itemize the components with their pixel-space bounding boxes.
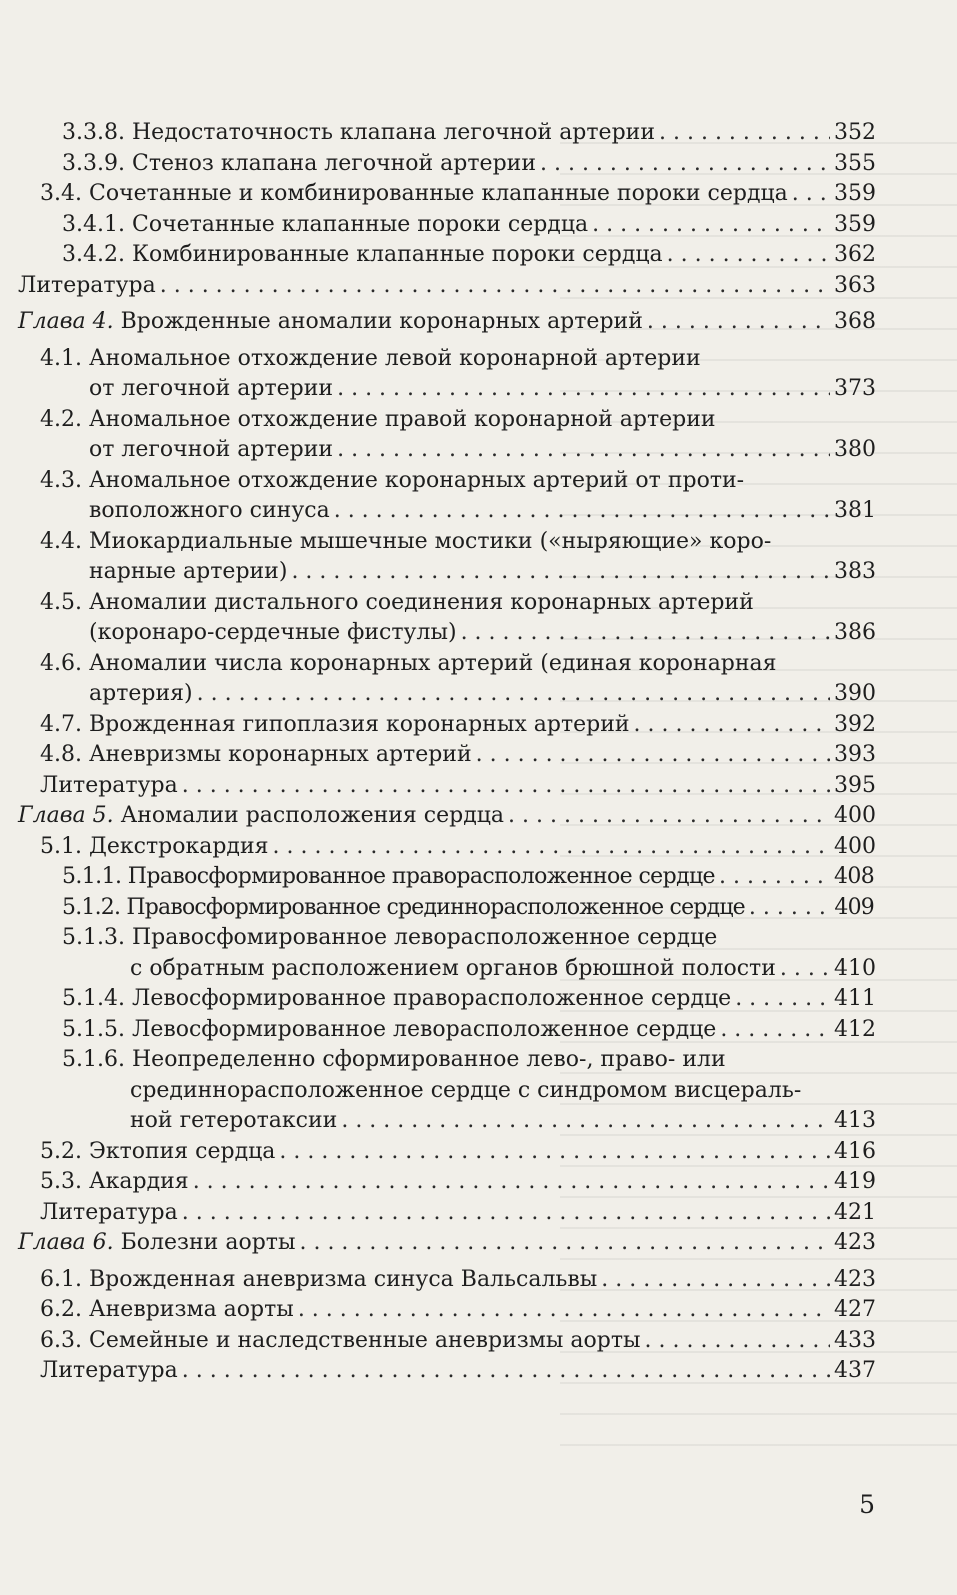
page-number: 423 xyxy=(834,1230,876,1255)
toc-entry[interactable] xyxy=(18,1045,874,1137)
entry-number: 4.1. xyxy=(40,345,82,371)
toc-entry[interactable] xyxy=(18,923,874,984)
entry-title-continued: (коронаро-сердечные фистулы) xyxy=(89,620,457,645)
entry-title: Литература xyxy=(40,772,178,798)
toc-entry[interactable] xyxy=(18,1295,874,1326)
page-number: 355 xyxy=(834,150,876,176)
page-number: 362 xyxy=(834,242,876,267)
entry-title: Аномальное отхождение коронарных артерий от проти- xyxy=(88,467,745,493)
entry-title-continued: артерия) xyxy=(89,681,193,706)
entry-number: 4.3. xyxy=(40,467,82,493)
entry-number: 5.1.5. xyxy=(62,1016,125,1042)
entry-title: Правосфомированное леворасположенное сердце xyxy=(131,925,718,950)
entry-title: Миокардиальные мышечные мостики («ныряющие» коро- xyxy=(88,528,772,554)
page-number: 359 xyxy=(834,181,876,206)
entry-number: 5.1.4. xyxy=(62,986,125,1011)
entry-number: 6.1. xyxy=(40,1266,82,1292)
toc-entry[interactable] xyxy=(18,1137,874,1168)
entry-title: Врожденная аневризма синуса Вальсальвы xyxy=(88,1266,598,1292)
page-number: 359 xyxy=(834,211,876,237)
toc-entry[interactable] xyxy=(18,1167,874,1198)
entry-title: Правосформированное срединнорасположенное сердце xyxy=(126,894,745,920)
chapter-label: Глава 4. xyxy=(18,309,114,334)
toc-entry[interactable] xyxy=(18,210,874,241)
page-number: 410 xyxy=(834,955,876,981)
entry-title: Болезни аорты xyxy=(120,1230,296,1255)
page-number: 419 xyxy=(834,1169,876,1194)
page-folio: 5 xyxy=(859,1490,875,1519)
toc-entry[interactable] xyxy=(18,1265,874,1296)
page-number: 427 xyxy=(834,1297,876,1322)
entry-number: 6.3. xyxy=(40,1327,82,1353)
entry-number: 6.2. xyxy=(40,1297,82,1322)
entry-title: Аневризма аорты xyxy=(88,1297,294,1322)
entry-title: Аномалии дистального соединения коронарных артерий xyxy=(88,589,754,615)
entry-title: Сочетанные и комбинированные клапанные пороки сердца xyxy=(88,181,788,206)
page-number: 352 xyxy=(834,120,876,145)
toc-entry[interactable] xyxy=(18,344,874,405)
entry-title-continued: от легочной артерии xyxy=(89,437,334,462)
entry-number: 4.6. xyxy=(40,650,82,676)
toc-entry[interactable] xyxy=(18,588,874,649)
page-number: 395 xyxy=(834,772,876,798)
toc-entry[interactable] xyxy=(18,832,874,863)
entry-title-continued: с обратным расположением органов брюшной полости xyxy=(130,955,776,981)
page-number: 412 xyxy=(834,1016,876,1042)
toc-entry-references[interactable] xyxy=(18,1356,874,1387)
entry-title: Аномальное отхождение правой коронарной артерии xyxy=(88,406,716,432)
entry-title: Неопределенно сформированное лево-, право- или xyxy=(131,1047,726,1072)
page-number: 411 xyxy=(834,986,876,1011)
entry-title: Литература xyxy=(18,272,156,298)
entry-number: 5.1.3. xyxy=(62,925,125,950)
entry-number: 3.4.1. xyxy=(62,211,125,237)
toc-entry[interactable] xyxy=(18,1326,874,1357)
entry-title: Декстрокардия xyxy=(88,833,269,859)
page-number: 409 xyxy=(834,894,874,920)
toc-entry[interactable] xyxy=(18,1015,874,1046)
toc-entry[interactable] xyxy=(18,240,874,271)
entry-number: 3.4.2. xyxy=(62,242,125,267)
toc-entry[interactable] xyxy=(18,740,874,771)
entry-title: Левосформированное леворасположенное сердце xyxy=(131,1016,717,1042)
entry-title: Комбинированные клапанные пороки сердца xyxy=(131,242,663,267)
toc-entry[interactable] xyxy=(18,179,874,210)
entry-number: 4.7. xyxy=(40,711,82,737)
entry-title: Сочетанные клапанные пороки сердца xyxy=(131,211,589,237)
page-number: 373 xyxy=(834,376,876,401)
page-number: 433 xyxy=(834,1327,876,1353)
entry-title: Недостаточность клапана легочной артерии xyxy=(131,120,655,145)
toc-entry-references[interactable] xyxy=(18,271,874,302)
entry-title: Левосформированное праворасположенное сердце xyxy=(131,986,732,1011)
page-number: 392 xyxy=(834,711,876,737)
toc-entry[interactable] xyxy=(18,649,874,710)
entry-title-continued-2: ной гетеротаксии xyxy=(130,1108,338,1133)
toc-entry[interactable] xyxy=(18,149,874,180)
entry-number: 4.8. xyxy=(40,742,82,767)
entry-number: 3.4. xyxy=(40,181,82,206)
entry-title-continued: воположного синуса xyxy=(89,498,330,523)
page-number: 413 xyxy=(834,1108,876,1133)
entry-title: Стеноз клапана легочной артерии xyxy=(131,150,536,176)
page-number: 400 xyxy=(834,803,876,828)
entry-title: Литература xyxy=(40,1358,178,1383)
entry-number: 3.3.8. xyxy=(62,120,125,145)
entry-title: Литература xyxy=(40,1199,178,1225)
page-number: 423 xyxy=(834,1266,876,1292)
entry-number: 5.1.6. xyxy=(62,1047,125,1072)
page-number: 380 xyxy=(834,437,876,462)
page-number: 421 xyxy=(834,1199,876,1225)
entry-title: Аномалии расположения сердца xyxy=(120,803,505,828)
toc-entry-references[interactable] xyxy=(18,1198,874,1229)
entry-title: Акардия xyxy=(88,1169,189,1194)
toc-chapter[interactable] xyxy=(18,1228,874,1259)
entry-title: Врожденные аномалии коронарных артерий xyxy=(120,309,643,334)
entry-number: 4.4. xyxy=(40,528,82,554)
page-number: 390 xyxy=(834,681,876,706)
page-number: 368 xyxy=(834,309,876,334)
toc-chapter[interactable] xyxy=(18,801,874,832)
toc-entry[interactable] xyxy=(18,984,874,1015)
entry-title-continued: нарные артерии) xyxy=(89,559,288,584)
table-of-contents xyxy=(18,118,874,1387)
entry-title: Правосформированное праворасположенное сердце xyxy=(127,864,715,889)
entry-title-continued: срединнорасположенное сердце с синдромом висцераль- xyxy=(130,1077,802,1103)
page-number: 386 xyxy=(834,620,876,645)
chapter-label: Глава 6. xyxy=(18,1230,114,1255)
toc-entry[interactable] xyxy=(18,405,874,466)
page-number: 416 xyxy=(834,1138,876,1164)
page-number: 393 xyxy=(834,742,876,767)
toc-entry[interactable] xyxy=(18,862,874,893)
page-number: 383 xyxy=(834,559,876,584)
entry-title: Врожденная гипоплазия коронарных артерий xyxy=(88,711,630,737)
page-number: 408 xyxy=(834,864,875,889)
entry-number: 5.1.2. xyxy=(62,894,121,920)
entry-title: Семейные и наследственные аневризмы аорты xyxy=(88,1327,641,1353)
entry-number: 5.1.1. xyxy=(62,864,122,889)
toc-chapter[interactable] xyxy=(18,307,874,338)
entry-title: Эктопия сердца xyxy=(88,1138,276,1164)
entry-title: Аневризмы коронарных артерий xyxy=(88,742,472,767)
entry-number: 4.5. xyxy=(40,589,82,615)
entry-title-continued: от легочной артерии xyxy=(89,376,334,401)
toc-entry[interactable] xyxy=(18,527,874,588)
page-number: 363 xyxy=(834,272,876,298)
page-number: 381 xyxy=(834,498,876,523)
entry-title: Аномалии числа коронарных артерий (единая коронарная xyxy=(88,650,777,676)
entry-title: Аномальное отхождение левой коронарной артерии xyxy=(88,345,701,371)
page-number: 400 xyxy=(834,833,876,859)
entry-number: 5.2. xyxy=(40,1138,82,1164)
toc-entry-references[interactable] xyxy=(18,771,874,802)
entry-number: 5.3. xyxy=(40,1169,82,1194)
toc-entry[interactable] xyxy=(18,118,874,149)
entry-number: 3.3.9. xyxy=(62,150,125,176)
toc-entry[interactable] xyxy=(18,466,874,527)
entry-number: 4.2. xyxy=(40,406,82,432)
chapter-label: Глава 5. xyxy=(18,803,114,828)
toc-entry[interactable] xyxy=(18,893,874,924)
toc-entry[interactable] xyxy=(18,710,874,741)
entry-number: 5.1. xyxy=(40,833,82,859)
page-number: 437 xyxy=(834,1358,876,1383)
